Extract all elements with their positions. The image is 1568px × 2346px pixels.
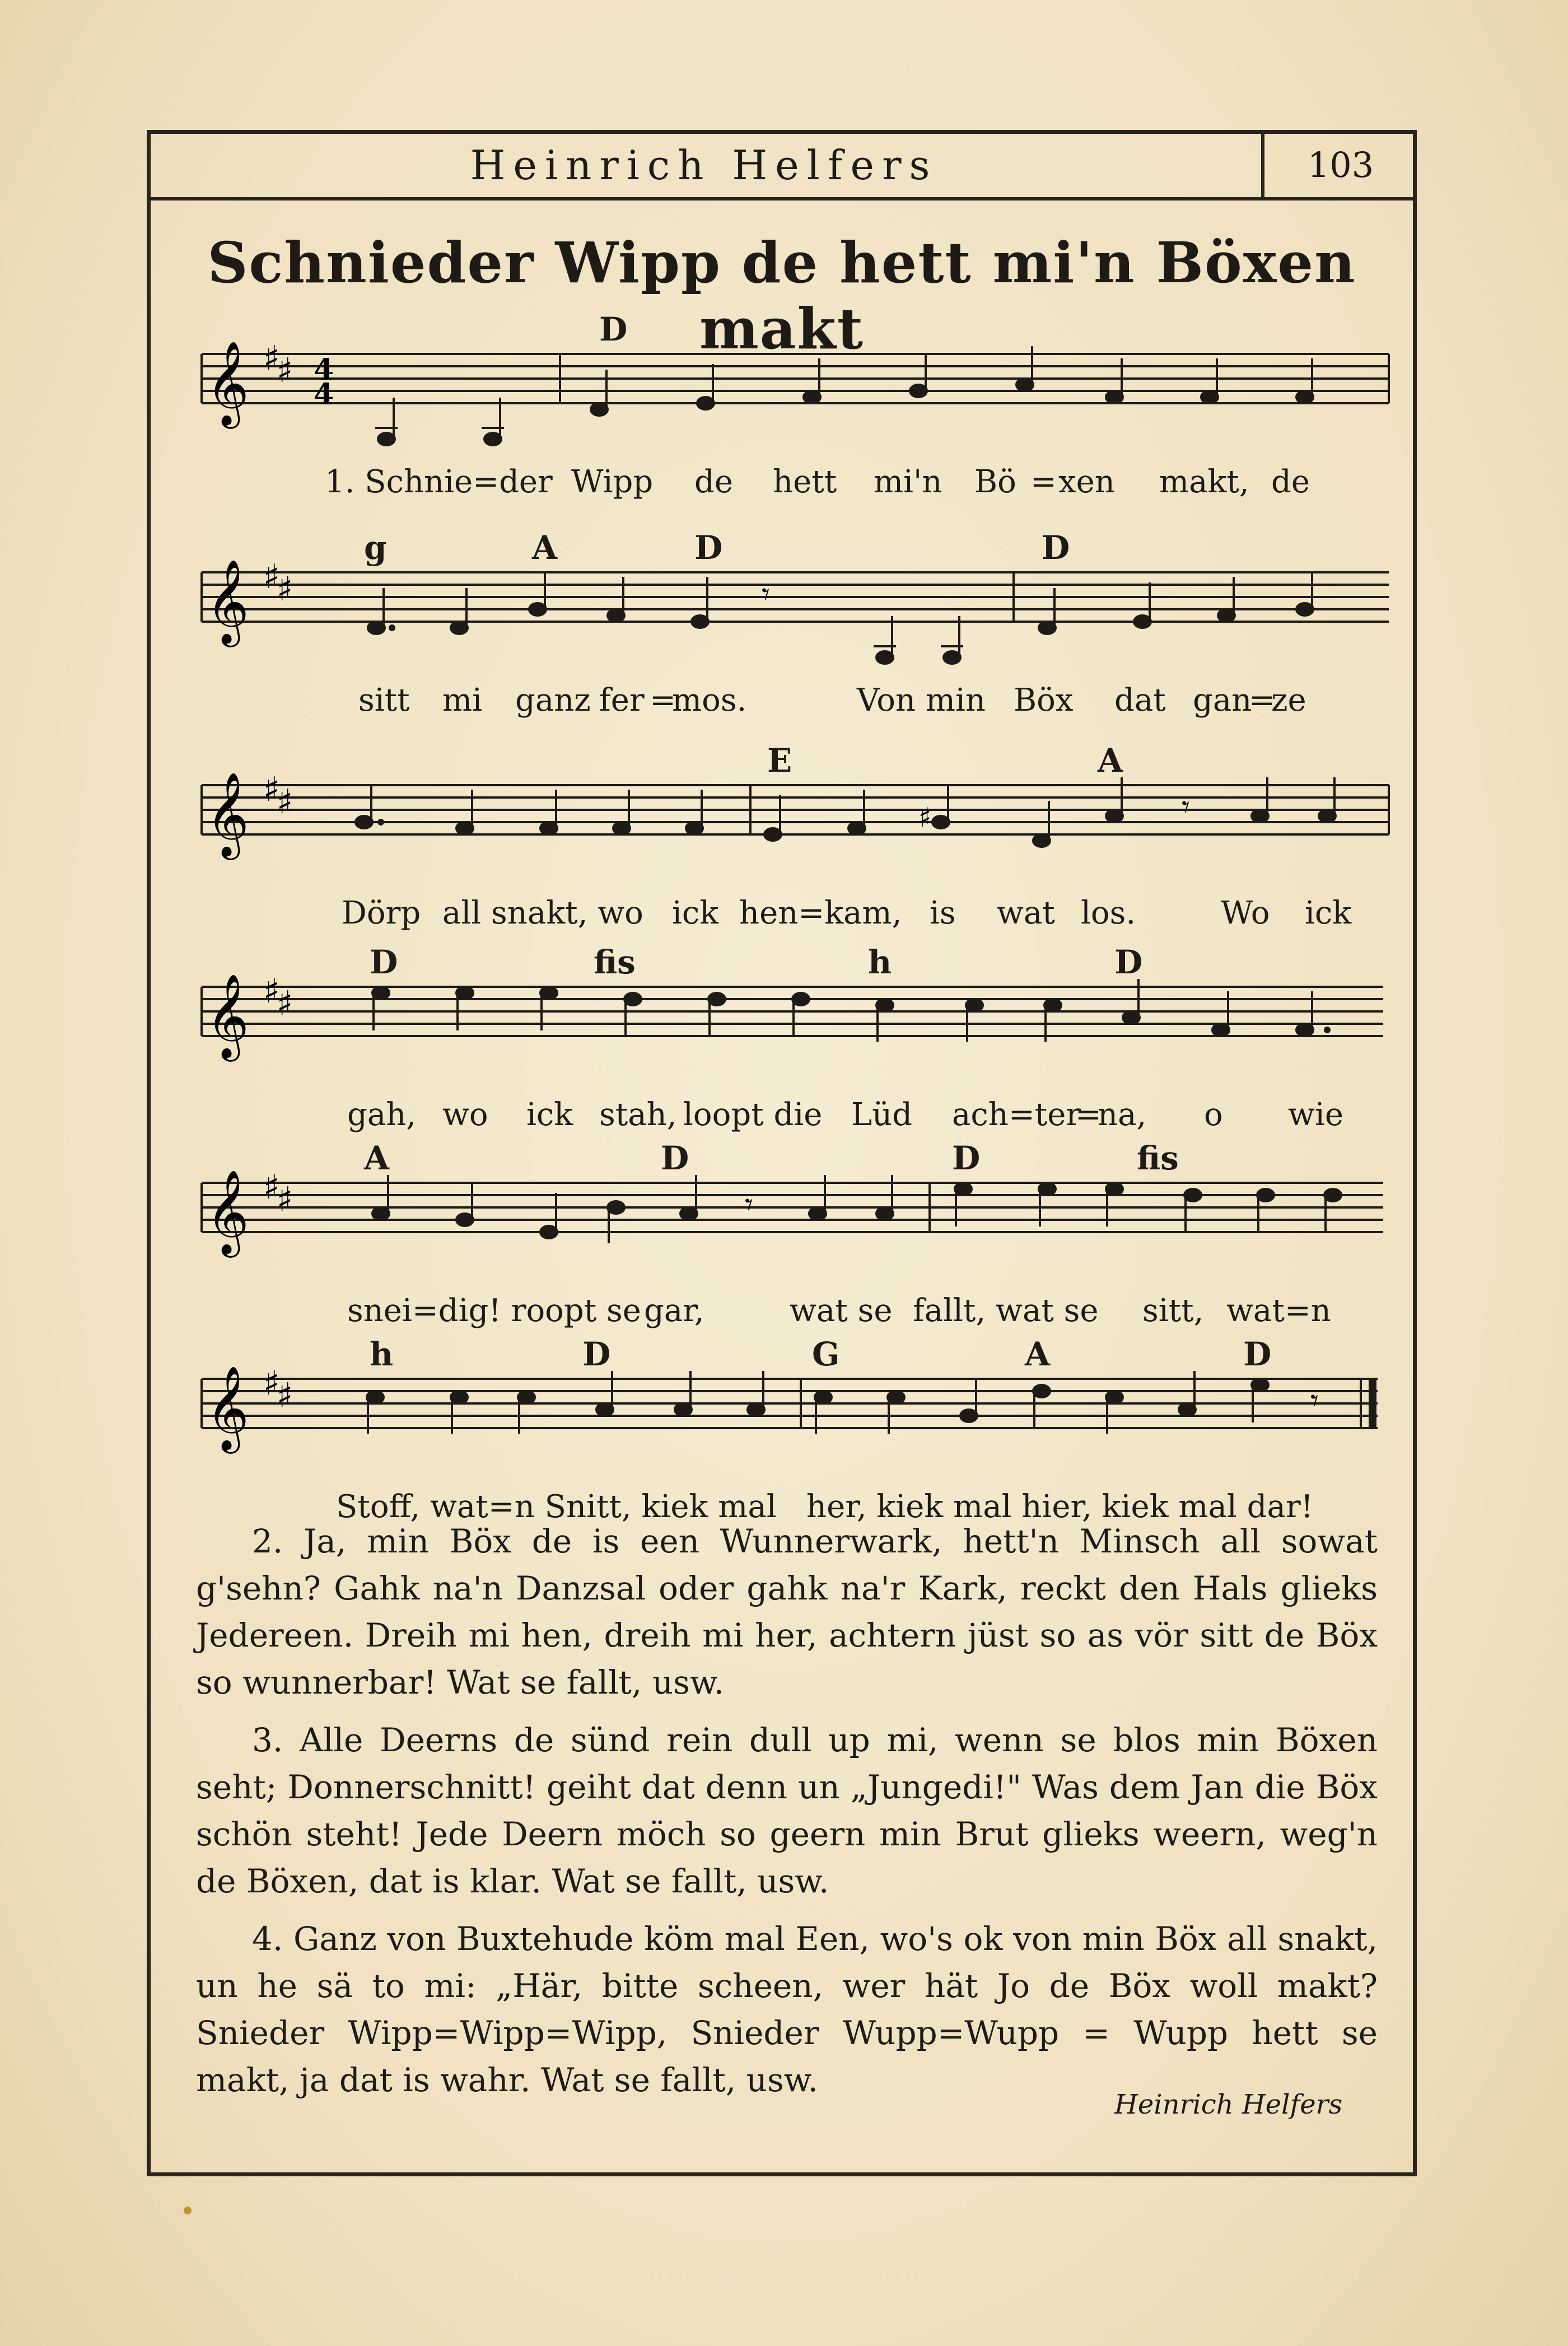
lyric-syllable: = (650, 682, 676, 719)
verse-3: 3. Alle Deerns de sünd rein dull up mi, wenn se blos min Böxen seht; Donnerschnitt! geiht dat denn un „Jungedi!" Was dem Jan die Böx schön steht! Jede Deern möch so geern min Brut glieks weern, weg'n de Böxen, dat is klar. Wat se fallt, usw. (196, 1721, 1378, 1900)
lyric-syllable: = (1249, 682, 1275, 719)
lyric-syllable: = (1030, 464, 1057, 500)
treble-clef-icon: 𝄞 (206, 340, 249, 425)
chord-label: D (1114, 943, 1143, 981)
lyric-syllable: ach=ter (952, 1097, 1081, 1133)
lyric-syllable: wie (1288, 1097, 1343, 1133)
lyric-syllable: de (1271, 464, 1310, 500)
chord-label: D (1243, 1335, 1272, 1373)
lyric-syllable: Bö (974, 464, 1016, 500)
lyric-syllable: mos. (672, 682, 747, 719)
lyric-syllable: o (1204, 1097, 1223, 1133)
rest-icon: 𝄾 (745, 1187, 753, 1223)
key-signature-icon: ♯ (277, 570, 293, 609)
treble-clef-icon: 𝄞 (206, 558, 249, 643)
sharp-accidental-icon: ♯ (918, 802, 932, 833)
chord-label: D (370, 943, 398, 981)
lyric-syllable: hen=kam, (739, 895, 902, 931)
key-signature-icon: ♯ (277, 782, 293, 822)
rest-icon: 𝄾 (1310, 1383, 1319, 1419)
time-signature-top: 4 (314, 353, 334, 387)
treble-clef-icon: 𝄞 (206, 771, 249, 856)
key-signature-icon: ♯ (277, 351, 293, 390)
lyric-syllable: ze (1271, 682, 1306, 719)
rest-icon: 𝄾 (762, 576, 770, 613)
lyric-syllable: Stoff, wat=n Snitt, kiek mal (336, 1489, 777, 1525)
chord-label: h (868, 943, 892, 981)
staff-2 (0, 532, 1568, 700)
lyric-syllable: gah, (347, 1097, 417, 1133)
lyric-syllable: Von min (857, 682, 986, 719)
verse-4: 4. Ganz von Buxtehude köm mal Een, wo's ok von min Böx all snakt, un he sä to mi: „Här, bitte scheen, wer hät Jo de Böx woll makt? Snieder Wipp=Wipp=Wipp, Snieder Wupp=Wupp = Wupp hett se makt, ja dat is wahr. Wat se fallt, usw. (196, 1920, 1378, 2099)
lyric-syllable: ganz (515, 682, 591, 719)
lyric-syllable: Wo (1221, 895, 1270, 931)
chord-label: E (767, 741, 792, 780)
lyric-syllable: wo (442, 1097, 488, 1133)
final-barline (1369, 1379, 1376, 1428)
lyric-syllable: 1. Schnie=der (325, 464, 553, 500)
chord-label: D (599, 310, 628, 348)
treble-clef-icon: 𝄞 (206, 973, 249, 1058)
running-head: Heinrich Helfers (470, 142, 938, 189)
chord-label: h (370, 1335, 394, 1373)
key-signature-icon: ♯ (277, 1376, 293, 1415)
lyric-syllable: ick (1305, 895, 1352, 931)
music-system-5 (0, 1139, 1568, 1329)
lyric-syllable: fallt, wat se (913, 1293, 1099, 1329)
key-signature-icon: ♯ (263, 557, 280, 596)
chord-label: D (952, 1139, 981, 1177)
paper-spot (184, 2207, 192, 2214)
lyric-syllable: makt, (1159, 464, 1249, 500)
page-number: 103 (1307, 144, 1374, 185)
chord-label: fis (1137, 1139, 1179, 1177)
lyric-syllable: xen (1058, 464, 1115, 500)
key-signature-icon: ♯ (263, 1364, 280, 1403)
chord-label: g (364, 529, 387, 567)
staff-4 (0, 946, 1568, 1114)
lyric-syllable: Böx (1014, 682, 1074, 719)
lyric-syllable: ick (672, 895, 719, 931)
rest-icon: 𝄾 (1182, 789, 1190, 825)
chord-label: D (582, 1335, 611, 1373)
music-system-6 (0, 1335, 1568, 1525)
music-system-4 (0, 943, 1568, 1133)
lyric-syllable: Dörp (342, 895, 421, 931)
lyric-syllable: ick (526, 1097, 573, 1133)
lyric-syllable: wat=n (1226, 1293, 1331, 1329)
chord-label: G (812, 1335, 840, 1373)
header-rule (147, 197, 1417, 200)
chord-label: A (532, 529, 558, 567)
lyric-syllable: wat se (790, 1293, 893, 1329)
chord-label: D (661, 1139, 689, 1177)
music-system-1 (0, 310, 1568, 500)
staff-1 (0, 314, 1568, 482)
lyric-syllable: sitt (358, 682, 410, 719)
time-signature-bottom: 4 (314, 377, 334, 412)
lyric-syllable: all snakt, wo (442, 895, 643, 931)
lyric-syllable: dat (1114, 682, 1166, 719)
lyric-syllable: her, kiek mal hier, kiek mal dar! (806, 1489, 1314, 1525)
chord-label: A (364, 1139, 390, 1177)
lyric-syllable: mi (442, 682, 483, 719)
lyric-syllable: mi'n (874, 464, 942, 500)
key-signature-icon: ♯ (263, 972, 280, 1011)
chord-label: A (1025, 1335, 1051, 1373)
music-system-3 (0, 741, 1568, 931)
lyric-syllable: los. (1081, 895, 1136, 931)
lyric-syllable: Lüd (851, 1097, 913, 1133)
lyric-syllable: na, (1098, 1097, 1147, 1133)
treble-clef-icon: 𝄞 (206, 1365, 249, 1450)
staff-6 (0, 1338, 1568, 1507)
chord-label: A (1098, 741, 1123, 780)
key-signature-icon: ♯ (263, 1168, 280, 1207)
notes (375, 346, 1313, 445)
lyric-syllable: Wipp (571, 464, 654, 500)
lyric-syllable: hett (773, 464, 837, 500)
lyric-syllable: loopt die (683, 1097, 823, 1133)
chord-label: D (694, 529, 723, 567)
lyric-syllable: stah, (599, 1097, 677, 1133)
lyric-syllable: gar, (644, 1293, 704, 1329)
song-title: Schnieder Wipp de hett mi'n Böxen makt (207, 230, 1356, 362)
key-signature-icon: ♯ (277, 984, 293, 1023)
key-signature-icon: ♯ (263, 339, 280, 378)
lyric-syllable: fer (599, 682, 645, 719)
lyric-syllable: = (1075, 1097, 1102, 1133)
author-signature: Heinrich Helfers (1114, 2089, 1343, 2120)
staff-5 (0, 1142, 1568, 1310)
treble-clef-icon: 𝄞 (206, 1169, 249, 1254)
chord-label: fis (594, 943, 636, 981)
key-signature-icon: ♯ (277, 1180, 293, 1219)
verse-2: 2. Ja, min Böx de is een Wunnerwark, hett'n Minsch all sowat g'sehn? Gahk na'n Danzsal oder gahk na'r Kark, reckt den Hals glieks Jedereen. Dreih mi hen, dreih mi her, achtern jüst so as vör sitt de Böx so wunnerbar! Wat se fallt, usw. (196, 1522, 1378, 1701)
chord-label: D (1042, 529, 1070, 567)
lyric-syllable: de (694, 464, 733, 500)
lyric-syllable: sitt, (1142, 1293, 1204, 1329)
lyric-syllable: gan (1193, 682, 1252, 719)
lyric-syllable: is (930, 895, 956, 931)
music-system-2 (0, 529, 1568, 719)
lyric-syllable: snei=dig! roopt se (347, 1293, 641, 1329)
lyric-syllable: wat (997, 895, 1055, 931)
key-signature-icon: ♯ (263, 770, 280, 809)
